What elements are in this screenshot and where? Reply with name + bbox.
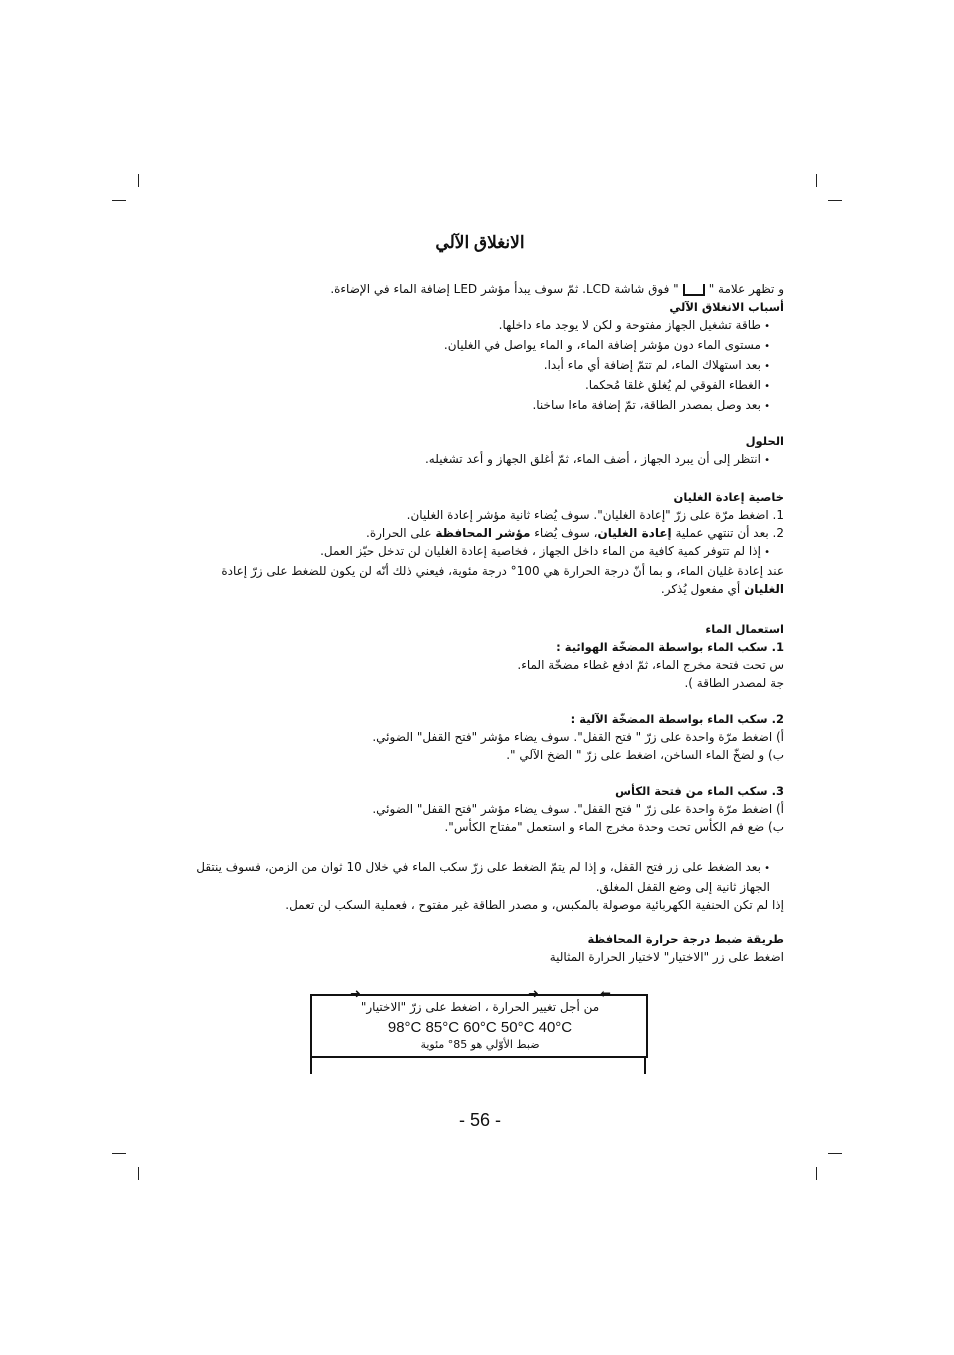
diagram-instruction: من أجل تغيير الحرارة ، اضغط على زرّ "الاختيار" xyxy=(360,1000,600,1014)
crop-mark xyxy=(112,200,126,201)
water-use-section xyxy=(164,620,784,692)
text-run-bold: الغليان xyxy=(744,582,784,596)
list-item: • بعد استهلاك الماء، لم تتمّ إضافة أي ماء أبدا. xyxy=(164,356,784,376)
reboil-note-line xyxy=(164,580,784,598)
method-3-line: ب) ضع فم الكأس تحت وحدة مخرج الماء و استعمل "مفتاح الكأس". xyxy=(444,820,784,834)
crop-mark xyxy=(816,174,817,187)
causes-section xyxy=(164,298,784,416)
diagram-default-note: ضبط الأوّلي هو 85° مئوية xyxy=(420,1038,540,1051)
method-2-line: أ) اضغط مرّة واحدة على زرّ " فتح القفل". سوف يضاء مؤشر "فتح القفل" الضوئي. xyxy=(372,730,784,744)
method-3-line: أ) اضغط مرّة واحدة على زرّ " فتح القفل". سوف يضاء مؤشر "فتح القفل" الضوئي. xyxy=(372,802,784,816)
text-run: أي مفعول يُذكر. xyxy=(660,582,745,596)
diagram-leg xyxy=(310,1056,312,1074)
intro-line: و تظهر علامة "" فوق شاشة LCD. ثمّ سوف يبدأ مؤشر LED إضافة الماء في الإضاءة. xyxy=(330,282,784,296)
water-use-heading: استعمال الماء xyxy=(705,622,784,636)
crop-mark xyxy=(112,1153,126,1154)
empty-box-icon xyxy=(683,284,705,296)
crop-mark xyxy=(138,174,139,187)
reboil-section xyxy=(164,488,784,598)
method-2 xyxy=(164,710,784,764)
text-run: 2. بعد أن تنتهي عملية xyxy=(671,526,784,540)
crop-mark xyxy=(816,1167,817,1180)
list-item: • انتظر إلى أن يبرد الجهاز ، أضف الماء، ثمّ أغلق الجهاز و أعد تشغيله. xyxy=(164,450,784,470)
method-2-title: 2. سكب الماء بواسطة المضخّة الآلية : xyxy=(570,712,784,726)
keep-warm-line: اضغط على زر "الاختيار" لاختيار الحرارة المثالية xyxy=(549,950,784,964)
temperature-cycle-diagram xyxy=(310,987,646,1074)
method-1-line: س تحت فتحة مخرج الماء، ثمّ ادفع غطاء مضخّة الماء. xyxy=(517,658,784,672)
intro-block xyxy=(164,280,784,298)
text-run-bold: مؤشر المحافظة xyxy=(435,526,531,540)
reboil-step-2 xyxy=(164,524,784,542)
diagram-temperatures: 98°C 85°C 60°C 50°C 40°C xyxy=(387,1019,573,1036)
method-3 xyxy=(164,782,784,836)
reboil-heading: خاصية إعادة الغليان xyxy=(673,490,784,504)
lock-note-line: • بعد الضغط على زر فتح القفل، و إذا لم يتمّ الضغط على زرّ سكب الماء في خلال 10 ثوان من الزمن، فسوف ينتقل xyxy=(164,858,784,878)
method-3-title: 3. سكب الماء من فتحة الكأس xyxy=(615,784,784,798)
method-2-line: ب) و لضخّ الماء الساخن، اضغط على زرّ " الضخ الآلي ". xyxy=(506,748,784,762)
reboil-note: • إذا لم تتوفر كمية كافية من الماء داخل الجهاز ، فخاصية إعادة الغليان لن تدخل حيّز العمل. xyxy=(164,542,784,562)
keep-warm-section xyxy=(164,930,784,966)
arrow-right-icon: ➜ xyxy=(350,987,361,1002)
crop-mark xyxy=(828,200,842,201)
text-run: على الحرارة. xyxy=(366,526,436,540)
diagram-leg xyxy=(644,1056,646,1074)
method-1-title: 1. سكب الماء بواسطة المضخّة الهوائية : xyxy=(556,640,784,654)
causes-heading: أسباب الانغلاق الآلي xyxy=(669,300,784,314)
list-item: • مستوى الماء دون مؤشر إضافة الماء، و الماء يواصل في الغليان. xyxy=(164,336,784,356)
lock-note-line: الجهاز ثانية إلى وضع القفل المغلق. xyxy=(595,880,770,894)
crop-mark xyxy=(138,1167,139,1180)
page-title: الانغلاق الآلي xyxy=(435,233,525,252)
list-item: • بعد وصل بمصدر الطاقة، تمّ إضافة ماءا ساخنا. xyxy=(164,396,784,416)
arrow-left-icon: ⬅ xyxy=(600,987,611,1002)
list-item: • طاقة تشغيل الجهاز مفتوحة و لكن لا يوجد ماء داخلها. xyxy=(164,316,784,336)
text-run: ، سوف يُضاء xyxy=(530,526,598,540)
lock-note xyxy=(164,858,784,914)
reboil-step-1: 1. اضغط مرّة على زرّ "إعادة الغليان". سوف يُضاء ثانية مؤشر إعادة الغليان. xyxy=(406,508,784,522)
solutions-heading: الحلول xyxy=(745,434,784,448)
method-1-line: جة لمصدر الطاقة ). xyxy=(684,676,784,690)
text-run-bold: إعادة الغليان xyxy=(597,526,672,540)
list-item: • الغطاء الفوقي لم يُغلق غلقا مُحكما. xyxy=(164,376,784,396)
reboil-note-line: عند إعادة غليان الماء، و بما أنّ درجة الحرارة هي 100° درجة مئوية، فيعني ذلك أنّه لن يكون للضغط على زرّ إعادة xyxy=(221,564,784,578)
crop-mark xyxy=(828,1153,842,1154)
page-number: - 56 - xyxy=(458,1110,501,1130)
keep-warm-heading: طريقة ضبط درجة حرارة المحافظة xyxy=(587,932,784,946)
arrow-right-icon: ➜ xyxy=(528,987,539,1002)
solutions-section xyxy=(164,432,784,470)
lock-note-line: إذا لم تكن الحنفية الكهربائية موصولة بالمكبس، و مصدر الطاقة غير مفتوح ، فعملية السكب لن تعمل. xyxy=(285,898,784,912)
